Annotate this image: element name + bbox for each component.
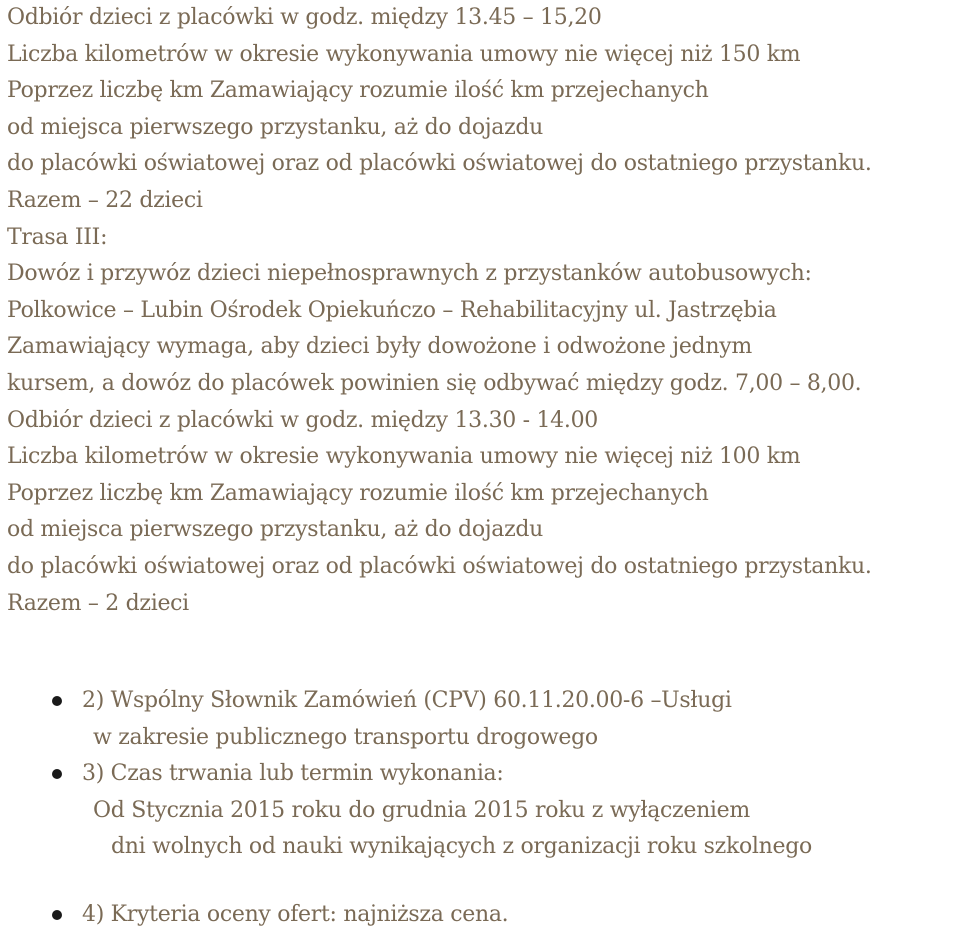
route-description-line: Polkowice – Lubin Ośrodek Opiekuńczo – Rehabilitacyjny ul. Jastrzębia	[7, 297, 777, 323]
km-definition-line: do placówki oświatowej oraz od placówki oświatowej do ostatniego przystanku.	[7, 553, 872, 579]
route-description-line: Dowóz i przywóz dzieci niepełnosprawnych z przystanków autobusowych:	[7, 261, 812, 287]
bullet-list	[0, 683, 960, 934]
list-item-criteria	[0, 897, 960, 934]
km-limit-line: Liczba kilometrów w okresie wykonywania umowy nie więcej niż 150 km	[7, 41, 801, 67]
km-definition-line: Poprzez liczbę km Zamawiający rozumie ilość km przejechanych	[7, 480, 709, 506]
children-total-line: Razem – 22 dzieci	[7, 187, 203, 213]
pickup-time-line: Odbiór dzieci z placówki w godz. między 13.30 - 14.00	[7, 407, 598, 433]
list-item-continuation: w zakresie publicznego transportu drogowego	[93, 724, 598, 750]
bullet-icon	[52, 696, 62, 706]
km-definition-line: od miejsca pierwszego przystanku, aż do dojazdu	[7, 114, 544, 140]
requirement-line: Zamawiający wymaga, aby dzieci były dowożone i odwożone jednym	[7, 334, 752, 360]
list-item-cpv	[0, 683, 960, 756]
list-item-text: 3) Czas trwania lub termin wykonania:	[82, 761, 504, 787]
list-item-text: 2) Wspólny Słownik Zamówień (CPV) 60.11.20.00-6 –Usługi	[82, 688, 732, 713]
list-item-continuation: dni wolnych od nauki wynikających z organizacji roku szkolnego	[111, 834, 812, 860]
list-item-continuation: Od Stycznia 2015 roku do grudnia 2015 roku z wyłączeniem	[93, 797, 750, 823]
requirement-line: kursem, a dowóz do placówek powinien się odbywać między godz. 7,00 – 8,00.	[7, 370, 862, 396]
list-item-term	[0, 756, 960, 866]
document-body	[7, 0, 957, 622]
pickup-time-line: Odbiór dzieci z placówki w godz. między 13.45 – 15,20	[7, 5, 602, 30]
km-definition-line: do placówki oświatowej oraz od placówki oświatowej do ostatniego przystanku.	[7, 151, 872, 177]
km-definition-line: od miejsca pierwszego przystanku, aż do dojazdu	[7, 517, 544, 543]
children-total-line: Razem – 2 dzieci	[7, 590, 189, 616]
route-heading: Trasa III:	[7, 224, 108, 250]
list-item-text: 4) Kryteria oceny ofert: najniższa cena.	[82, 901, 509, 927]
km-definition-line: Poprzez liczbę km Zamawiający rozumie ilość km przejechanych	[7, 78, 709, 104]
bullet-icon	[52, 910, 62, 920]
km-limit-line: Liczba kilometrów w okresie wykonywania umowy nie więcej niż 100 km	[7, 444, 801, 470]
